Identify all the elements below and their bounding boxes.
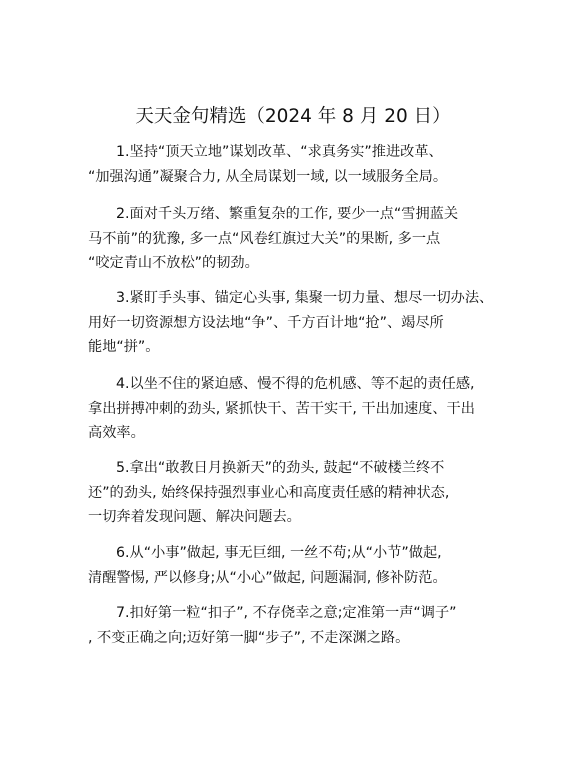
quote-item-4 — [88, 372, 508, 446]
quote-item-7 — [88, 601, 508, 650]
quote-line: 4.以坐不住的紧迫感、慢不得的危机感、等不起的责任感, — [116, 376, 475, 392]
quote-line: 拿出拼搏冲刺的劲头, 紧抓快干、苦干实干, 干出加速度、干出 — [88, 400, 475, 417]
quote-line: 3.紧盯手头事、锚定心头事, 集聚一切力量、想尽一切办法、 — [116, 290, 494, 306]
quote-line: 能地“拼”。 — [88, 339, 160, 355]
quote-line: 用好一切资源想方设法地“争”、千方百计地“抢”、竭尽所 — [88, 314, 444, 331]
quote-line: 还”的劲头, 始终保持强烈事业心和高度责任感的精神状态, — [88, 484, 450, 501]
quote-item-5 — [88, 456, 508, 530]
quote-line: “加强沟通”凝聚合力, 从全局谋划一域, 以一域服务全局。 — [88, 168, 448, 185]
quote-line: 6.从“小事”做起, 事无巨细, 一丝不苟;从“小节”做起, — [116, 545, 442, 561]
quote-line: 高效率。 — [88, 425, 145, 441]
quote-line: “咬定青山不放松”的韧劲。 — [88, 255, 259, 271]
document-title: 天天金句精选（2024 年 8 月 20 日） — [135, 106, 451, 127]
quote-line: 马不前”的犹豫, 多一点“风卷红旗过大关”的果断, 多一点 — [88, 230, 441, 247]
quote-line: 1.坚持“顶天立地”谋划改革、“求真务实”推进改革、 — [116, 144, 443, 160]
quote-item-1 — [88, 140, 508, 189]
quote-item-3 — [88, 286, 508, 360]
quote-line: 2.面对千头万绪、繁重复杂的工作, 要少一点“雪拥蓝关 — [116, 206, 459, 222]
quote-item-6 — [88, 541, 508, 590]
quote-item-2 — [88, 202, 508, 276]
quote-line: 7.扣好第一粒“扣子”, 不存侥幸之意;定准第一声“调子” — [116, 605, 457, 621]
quote-line: 5.拿出“敢教日月换新天”的劲头, 鼓起“不破楼兰终不 — [116, 460, 445, 476]
quote-line: 清醒警惕, 严以修身;从“小心”做起, 问题漏洞, 修补防范。 — [88, 569, 447, 586]
quote-line: 一切奔着发现问题、解决问题去。 — [88, 509, 301, 525]
quote-line: , 不变正确之向;迈好第一脚“步子”, 不走深渊之路。 — [88, 629, 410, 646]
